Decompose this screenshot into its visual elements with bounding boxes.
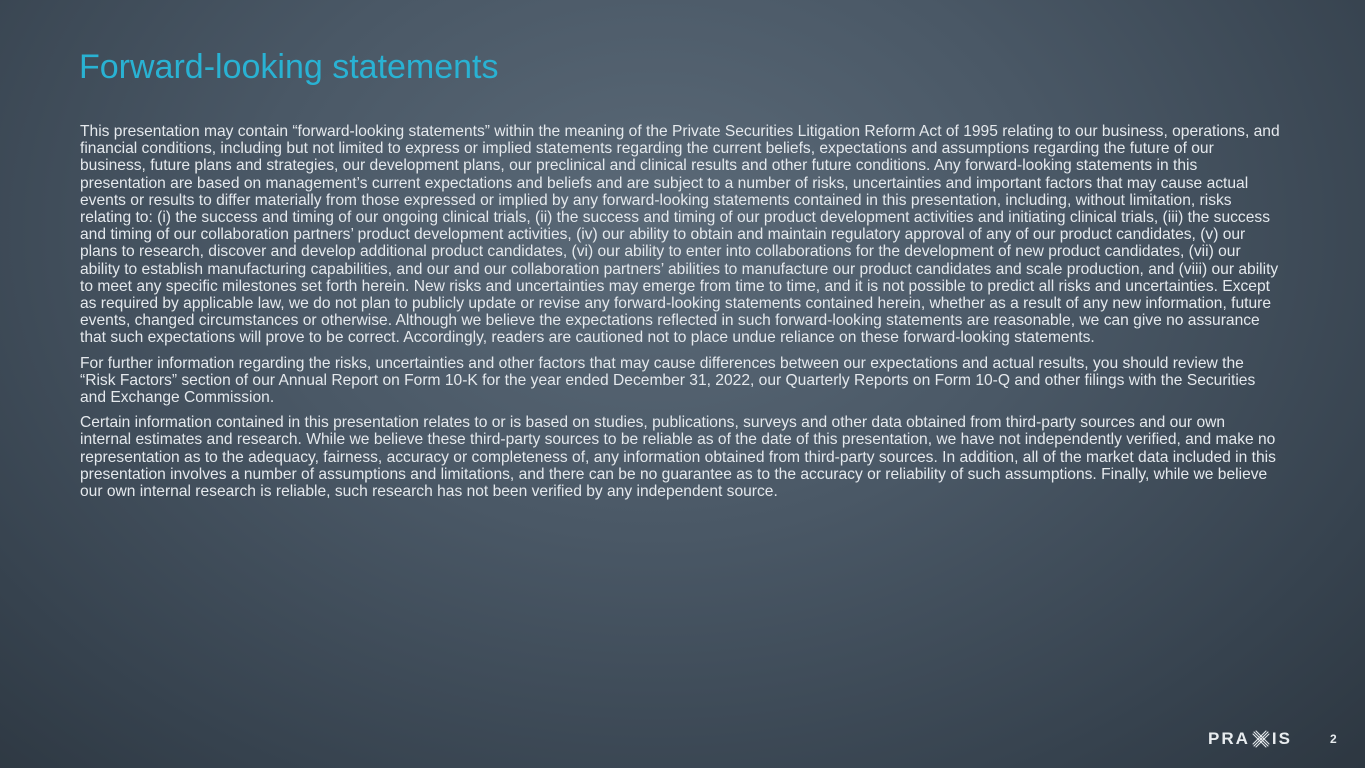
page-number: 2 — [1330, 732, 1337, 746]
logo-text-prefix: PRA — [1208, 729, 1250, 748]
logo-text-suffix: IS — [1271, 729, 1292, 748]
praxis-logo — [1208, 729, 1292, 749]
logo-x-mark-icon — [1251, 729, 1271, 749]
paragraph-forward-looking: This presentation may contain “forward-looking statements” within the meaning of the Private Securities Litigation Reform Act of 1995 relating to our business, operations, and financial conditions, including but not limited to express or implied statements regarding the current beliefs, expectations and assumptions regarding the future of our business, future plans and strategies, our development plans, our preclinical and clinical results and other future conditions. Any forward-looking statements in this presentation are based on management’s current expectations and beliefs and are subject to a number of risks, uncertainties and important factors that may cause actual events or results to differ materially from those expressed or implied by any forward-looking statements contained in this presentation, including, without limitation, risks relating to: (i) the success and timing of our ongoing clinical trials, (ii) the success and timing of our product development activities and initiating clinical trials, (iii) the success and timing of our collaboration partners’ product development activities, (iv) our ability to obtain and maintain regulatory approval of any of our product candidates, (v) our plans to research, discover and develop additional product candidates, (vi) our ability to enter into collaborations for the development of new product candidates, (vii) our ability to establish manufacturing capabilities, and our and our collaboration partners’ abilities to manufacture our product candidates and scale production, and (viii) our ability to meet any specific milestones set forth herein. New risks and uncertainties may emerge from time to time, and it is not possible to predict all risks and uncertainties. Except as required by applicable law, we do not plan to publicly update or revise any forward-looking statements contained herein, whether as a result of any new information, future events, changed circumstances or otherwise. Although we believe the expectations reflected in such forward-looking statements are reasonable, we can give no assurance that such expectations will prove to be correct. Accordingly, readers are cautioned not to place undue reliance on these forward-looking statements. — [80, 123, 1280, 347]
slide-title: Forward-looking statements — [79, 48, 499, 86]
paragraph-risk-factors: For further information regarding the risks, uncertainties and other factors that may cause differences between our expectations and actual results, you should review the “Risk Factors” section of our Annual Report on Form 10-K for the year ended December 31, 2022, our Quarterly Reports on Form 10-Q and other filings with the Securities and Exchange Commission. — [80, 354, 1256, 407]
slide-body — [80, 123, 1280, 508]
paragraph-third-party-data: Certain information contained in this presentation relates to or is based on studies, publications, surveys and other data obtained from third-party sources and our own internal estimates and research. While we believe these third-party sources to be reliable as of the date of this presentation, we have not independently verified, and make no representation as to the adequacy, fairness, accuracy or completeness of, any information obtained from third-party sources. In addition, all of the market data included in this presentation involves a number of assumptions and limitations, and there can be no guarantee as to the accuracy or reliability of such assumptions. Finally, while we believe our own internal research is reliable, such research has not been verified by any independent source. — [80, 414, 1276, 501]
